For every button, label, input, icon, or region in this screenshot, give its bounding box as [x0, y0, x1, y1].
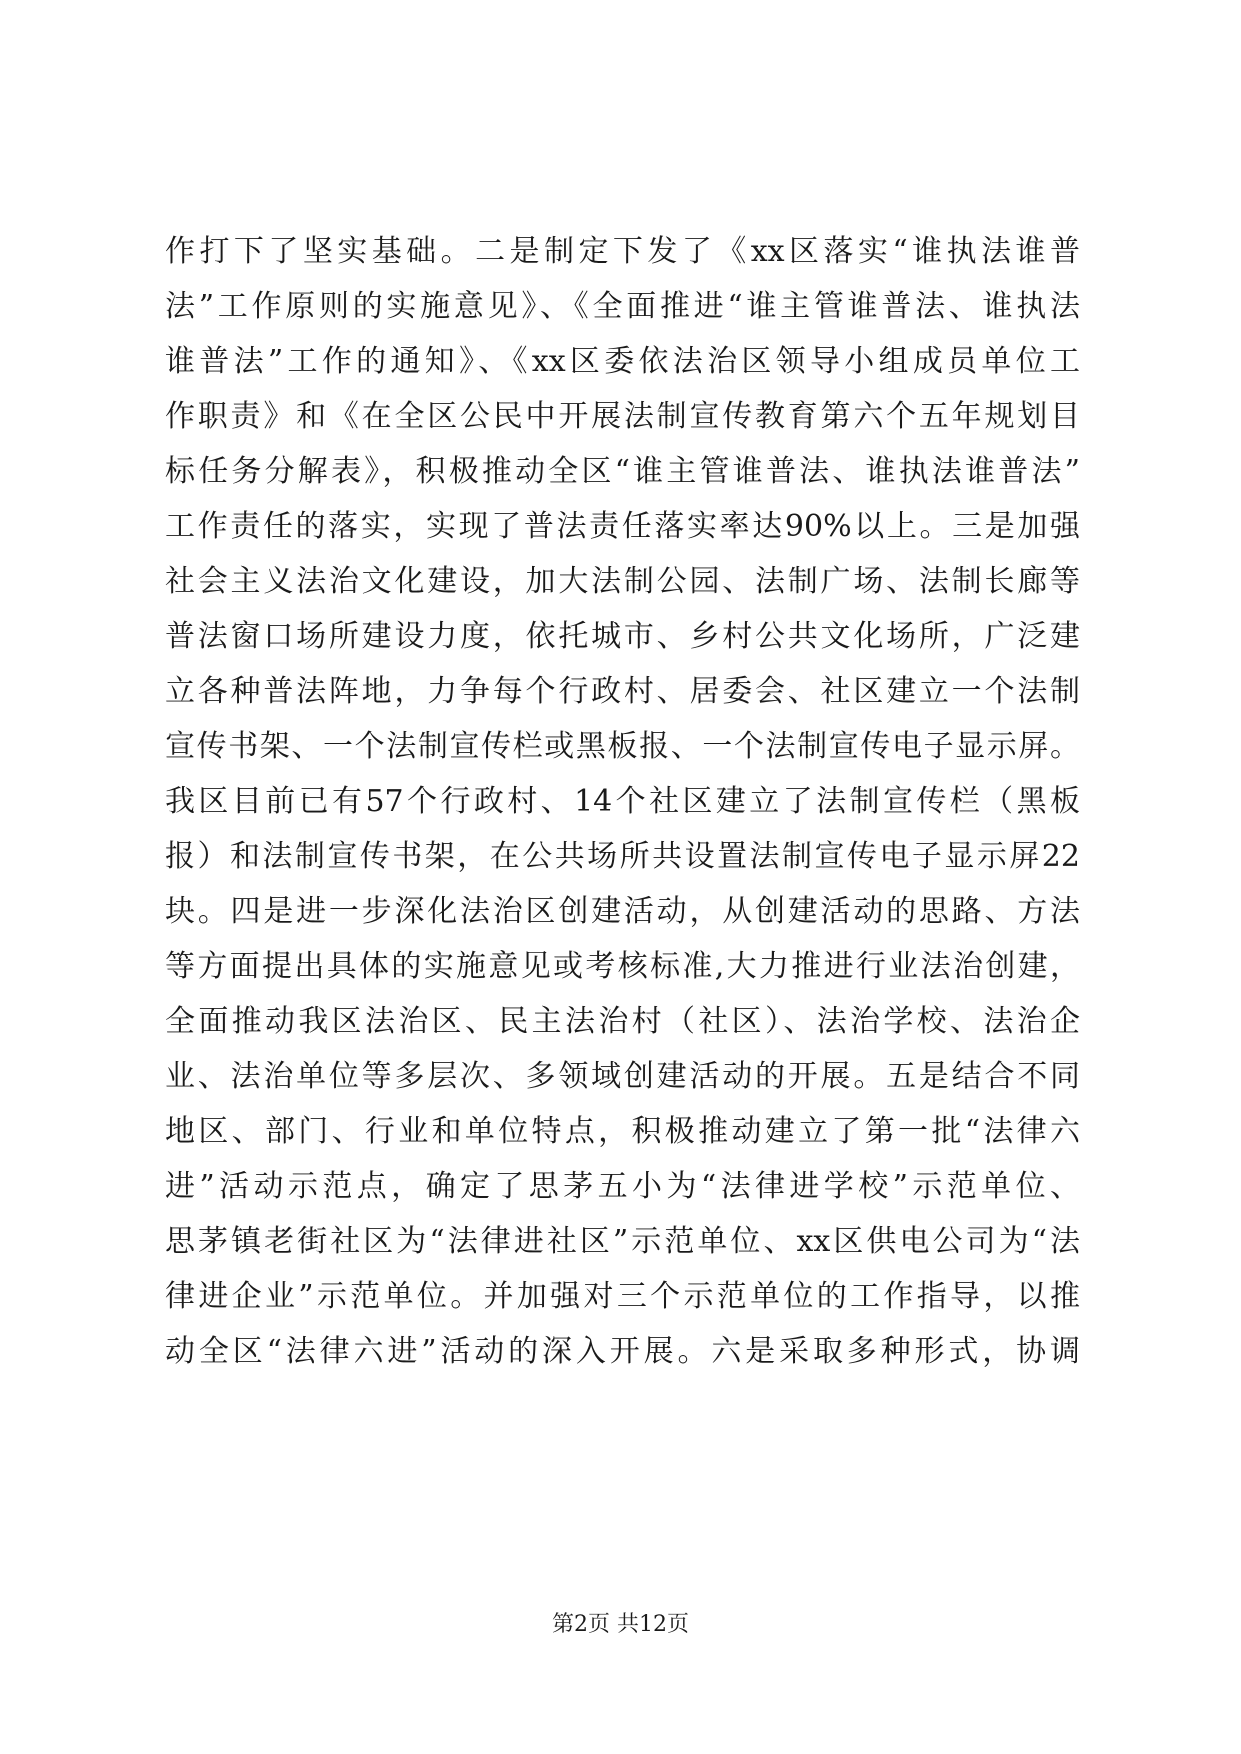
text-line: 律进企业”示范单位。并加强对三个示范单位的工作指导，以推 — [165, 1279, 1080, 1314]
text-line: 块。四是进一步深化法治区创建活动，从创建活动的思路、方法 — [165, 894, 1080, 929]
text-line: 我区目前已有57个行政村、14个社区建立了法制宣传栏（黑板 — [165, 784, 1080, 819]
text-line: 业、法治单位等多层次、多领域创建活动的开展。五是结合不同 — [165, 1059, 1080, 1094]
text-line: 工作责任的落实，实现了普法责任落实率达90%以上。三是加强 — [165, 509, 1080, 544]
text-line: 进”活动示范点，确定了思茅五小为“法律进学校”示范单位、 — [165, 1169, 1080, 1204]
text-line: 等方面提出具体的实施意见或考核标准,大力推进行业法治创建， — [165, 949, 1080, 984]
text-line: 作职责》和《在全区公民中开展法制宣传教育第六个五年规划目 — [165, 399, 1080, 434]
text-line: 作打下了坚实基础。二是制定下发了《xx区落实“谁执法谁普 — [165, 234, 1080, 269]
text-line: 社会主义法治文化建设，加大法制公园、法制广场、法制长廊等 — [165, 564, 1080, 599]
text-line: 地区、部门、行业和单位特点，积极推动建立了第一批“法律六 — [165, 1114, 1080, 1149]
text-line: 报）和法制宣传书架，在公共场所共设置法制宣传电子显示屏22 — [165, 839, 1080, 874]
text-line: 动全区“法律六进”活动的深入开展。六是采取多种形式，协调 — [165, 1334, 1080, 1369]
text-line: 思茅镇老街社区为“法律进社区”示范单位、xx区供电公司为“法 — [165, 1224, 1080, 1259]
text-line: 法”工作原则的实施意见》、《全面推进“谁主管谁普法、谁执法 — [165, 289, 1080, 324]
text-line: 谁普法”工作的通知》、《xx区委依法治区领导小组成员单位工 — [165, 344, 1080, 379]
text-line: 宣传书架、一个法制宣传栏或黑板报、一个法制宣传电子显示屏。 — [165, 729, 1080, 764]
page-number-footer: 第2页 共12页 — [552, 1612, 689, 1637]
text-line: 全面推动我区法治区、民主法治村（社区）、法治学校、法治企 — [165, 1004, 1080, 1039]
text-line: 立各种普法阵地，力争每个行政村、居委会、社区建立一个法制 — [165, 674, 1080, 709]
text-line: 标任务分解表》，积极推动全区“谁主管谁普法、谁执法谁普法” — [165, 454, 1080, 489]
text-line: 普法窗口场所建设力度，依托城市、乡村公共文化场所，广泛建 — [165, 619, 1080, 654]
